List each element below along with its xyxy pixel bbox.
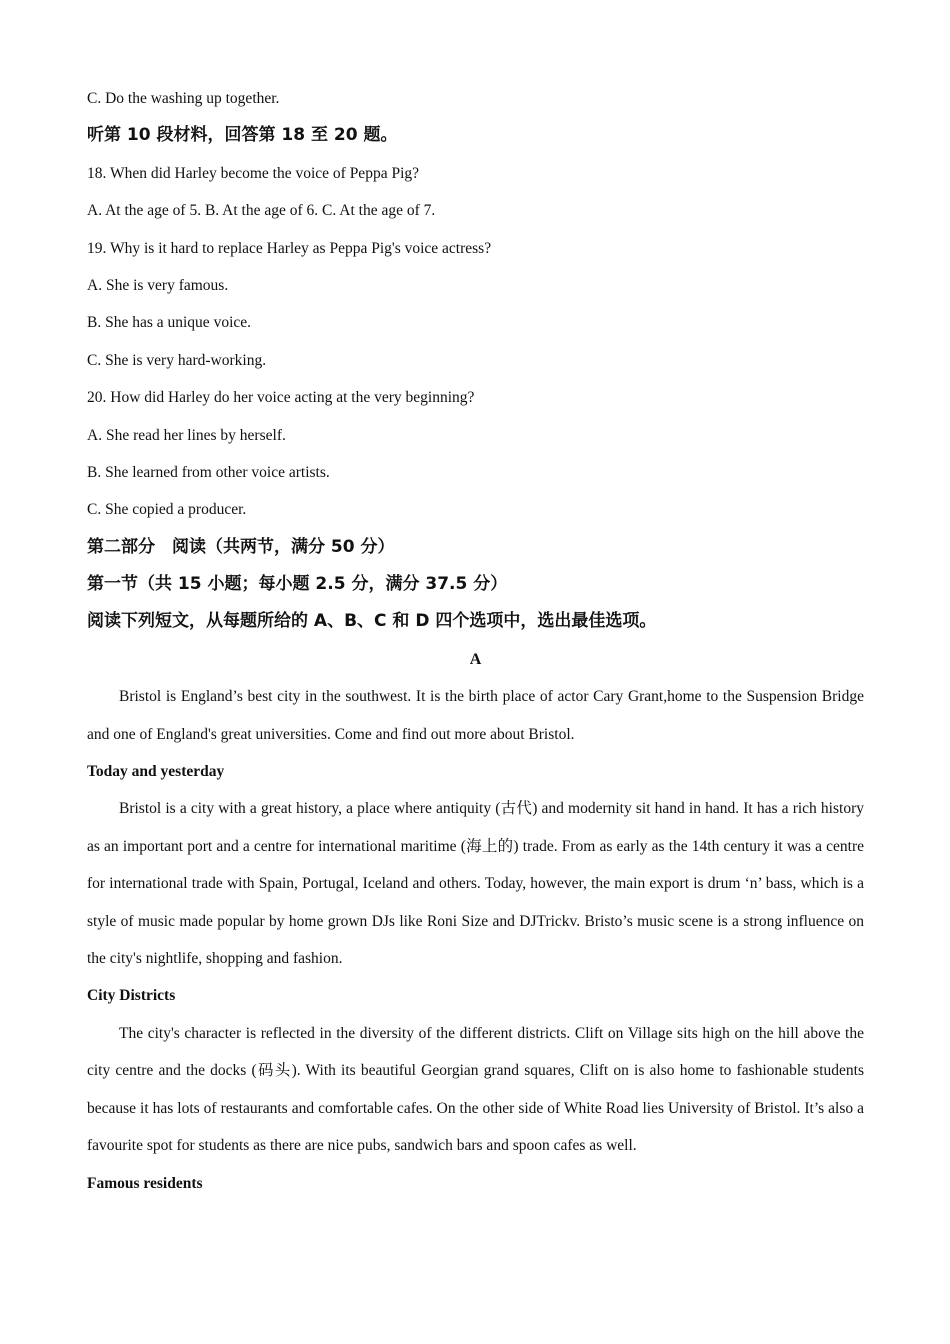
q19-option-a: A. She is very famous. [87,276,229,294]
section10-header: 听第 10 段材料，回答第 18 至 20 题。 [87,125,398,146]
q20-option-a: A. She read her lines by herself. [87,426,286,444]
paragraph-history: Bristol is a city with a great history, a place where antiquity (古代) and modernity sit hand in hand. It has a rich history as an important port and a centre for international maritime (海上的) trade. From as early as the 14th century it was a centre for international trade with Spain, Portugal, Iceland and others. Today, however, the main export is drum ‘n’ bass, which is a style of music made popular by home grown DJs like Roni Size and DJTrickv. Bristo’s music scene is a strong influence on the city's nightlife, shopping and fashion. [87,800,864,968]
part-two-header: 第二部分 阅读（共两节，满分 50 分） [87,536,395,557]
q19-option-b: B. She has a unique voice. [87,314,252,332]
q19-option-c: C. She is very hard-working. [87,351,267,369]
q20-question: 20. How did Harley do her voice acting at the very beginning? [87,389,475,407]
heading-today-yesterday: Today and yesterday [87,763,225,781]
q20-option-b: B. She learned from other voice artists. [87,463,330,481]
q20-option-c: C. She copied a producer. [87,501,247,519]
exam-page [87,80,864,1202]
section-one-header: 第一节（共 15 小题；每小题 2.5 分，满分 37.5 分） [87,574,508,595]
q18-options: A. At the age of 5. B. At the age of 6. C. At the age of 7. [87,202,436,220]
passage-label: A [469,650,482,668]
q18-question: 18. When did Harley become the voice of Peppa Pig? [87,164,420,182]
q19-question: 19. Why is it hard to replace Harley as Peppa Pig's voice actress? [87,239,492,257]
reading-instructions: 阅读下列短文，从每题所给的 A、B、C 和 D 四个选项中，选出最佳选项。 [87,611,657,632]
heading-famous-residents: Famous residents [87,1174,203,1192]
passage-intro: Bristol is England’s best city in the southwest. It is the birth place of actor Cary Grant,home to the Suspension Bridge and one of England's great universities. Come and find out more about Bristol. [87,688,864,743]
paragraph-districts: The city's character is reflected in the diversity of the different districts. Clift on Village sits high on the hill above the city centre and the docks (码头). With its beautiful Georgian grand squares, Clift on is also home to fashionable students because it has lots of restaurants and comfortable cafes. On the other side of White Road lies University of Bristol. It’s also a favourite spot for students as there are nice pubs, sandwich bars and spoon cafes as well. [87,1024,864,1155]
q17-option-c: C. Do the washing up together. [87,90,280,107]
heading-city-districts: City Districts [87,987,176,1005]
